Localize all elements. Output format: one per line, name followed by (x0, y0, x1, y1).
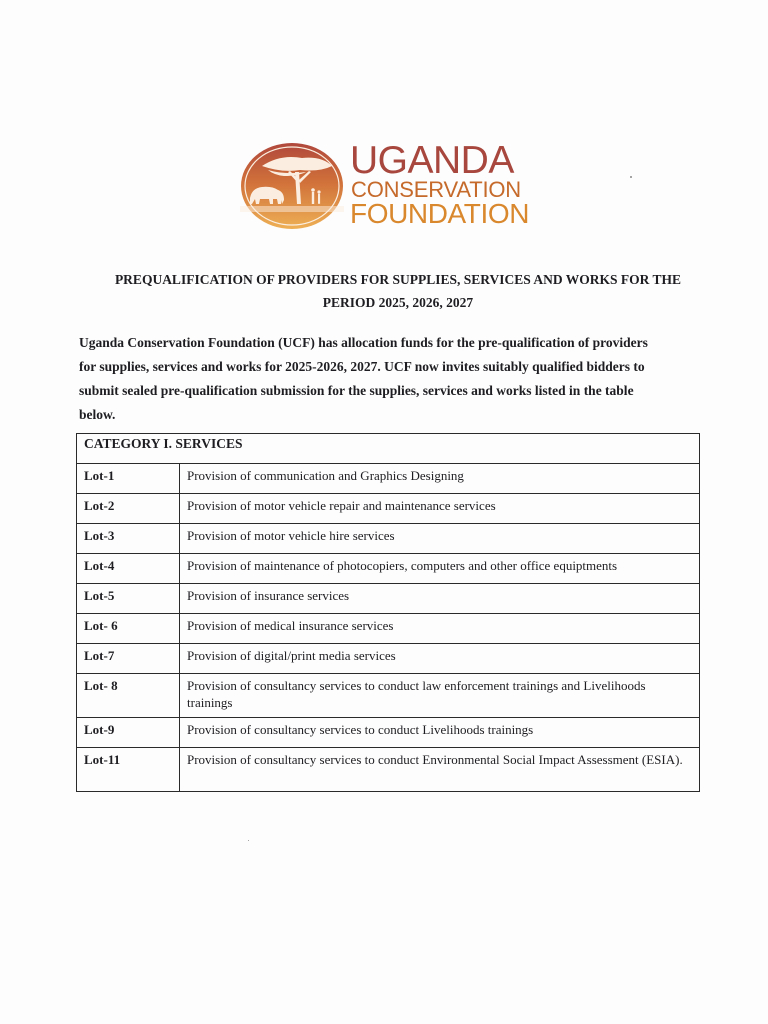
lot-description: Provision of motor vehicle repair and maintenance services (180, 494, 700, 524)
lot-description: Provision of consultancy services to conduct Environmental Social Impact Assessment (ESIA). (180, 748, 700, 792)
lot-description: Provision of consultancy services to conduct law enforcement trainings and Livelihoods trainings (180, 674, 700, 718)
lot-number: Lot-9 (77, 718, 180, 748)
category-row (77, 434, 700, 464)
lot-description: Provision of digital/print media services (180, 644, 700, 674)
lot-number: Lot-2 (77, 494, 180, 524)
intro-line-1: Uganda Conservation Foundation (UCF) has allocation funds for the pre-qualification of providers (79, 335, 648, 350)
lot-description: Provision of consultancy services to conduct Livelihoods trainings (180, 718, 700, 748)
table-row (77, 494, 700, 524)
heading-line-1: PREQUALIFICATION OF PROVIDERS FOR SUPPLIES, SERVICES AND WORKS FOR THE (114, 272, 682, 287)
intro-line-3: submit sealed pre-qualification submission for the supplies, services and works listed in the table (79, 383, 634, 398)
lot-number: Lot-1 (77, 464, 180, 494)
table-row (77, 524, 700, 554)
table-row (77, 718, 700, 748)
lot-description: Provision of motor vehicle hire services (180, 524, 700, 554)
sunset-acacia-elephant-people-icon (240, 142, 344, 230)
logo-line-conservation: CONSERVATION (351, 177, 521, 202)
table-row (77, 584, 700, 614)
lot-number: Lot-5 (77, 584, 180, 614)
scan-speck (248, 840, 249, 841)
logo-line-uganda: UGANDA (350, 139, 514, 182)
heading-line-2: PERIOD 2025, 2026, 2027 (322, 295, 474, 310)
logo-line-foundation: FOUNDATION (350, 198, 530, 229)
ucf-logo (240, 140, 560, 232)
intro-paragraph (79, 331, 711, 427)
table-row (77, 614, 700, 644)
table-row (77, 748, 700, 792)
document-heading (78, 268, 718, 314)
lot-number: Lot-4 (77, 554, 180, 584)
lot-description: Provision of insurance services (180, 584, 700, 614)
table-row (77, 644, 700, 674)
lot-number: Lot- 6 (77, 614, 180, 644)
table-row (77, 554, 700, 584)
lots-table (76, 433, 700, 792)
table-row (77, 674, 700, 718)
lot-description: Provision of communication and Graphics Designing (180, 464, 700, 494)
category-header: CATEGORY I. SERVICES (77, 434, 700, 464)
lot-number: Lot-7 (77, 644, 180, 674)
lot-description: Provision of medical insurance services (180, 614, 700, 644)
table-row (77, 464, 700, 494)
lot-number: Lot-3 (77, 524, 180, 554)
lot-number: Lot-11 (77, 748, 180, 792)
intro-line-4: below. (79, 407, 116, 422)
lot-description: Provision of maintenance of photocopiers, computers and other office equiptments (180, 554, 700, 584)
intro-line-2: for supplies, services and works for 2025-2026, 2027. UCF now invites suitably qualified bidders to (79, 359, 645, 374)
lot-number: Lot- 8 (77, 674, 180, 718)
scan-speck (630, 176, 632, 178)
